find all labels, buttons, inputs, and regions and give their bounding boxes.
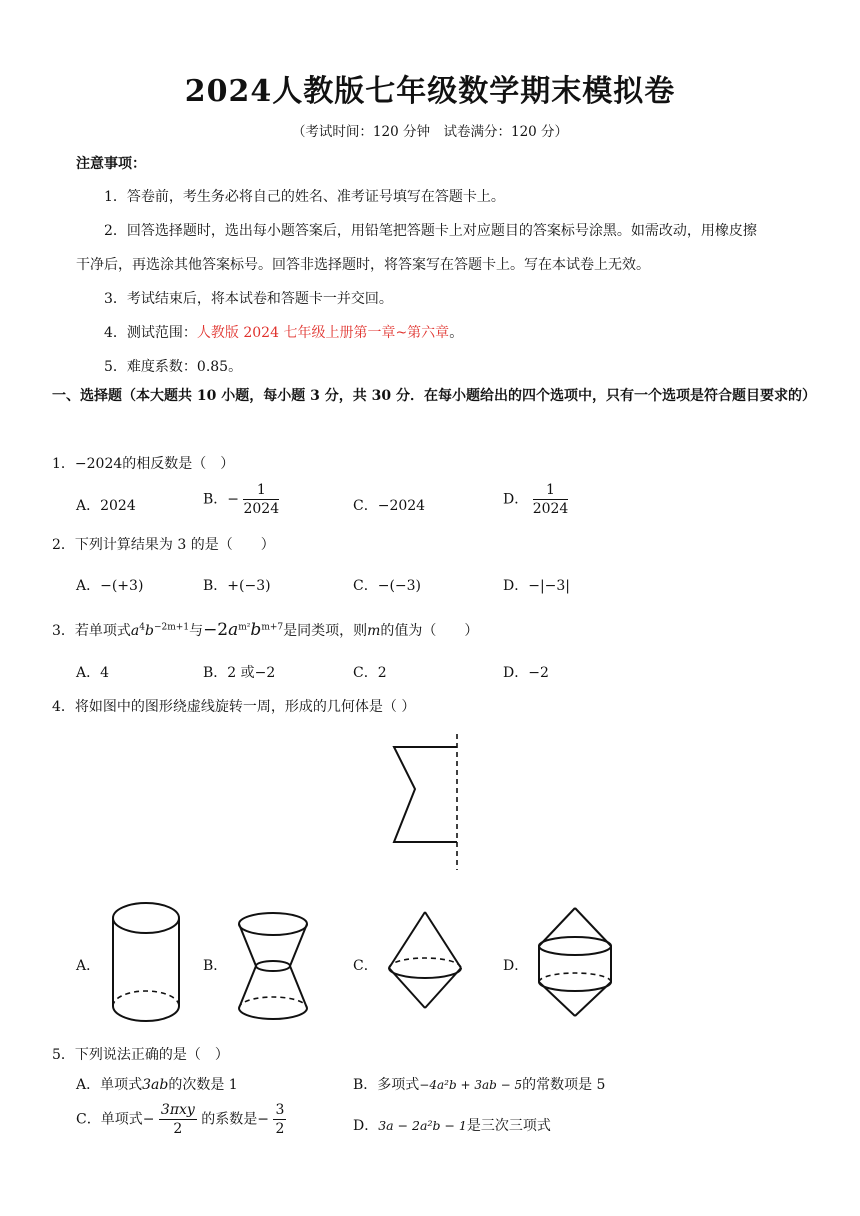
q3-option-c[interactable]: C．2 [353,665,387,681]
exam-title: 2024人教版七年级数学期末模拟卷 [184,74,676,109]
q5-d-expression: 3a − 2a²b − 1 [378,1118,467,1133]
q5-b-expression: −4a²b + 3ab − 5 [419,1078,523,1092]
notice-item-4 [104,323,463,343]
q1-b-denominator: 2024 [243,501,280,517]
q2-option-a[interactable]: A．−(+3) [76,578,144,594]
q1-d-denominator: 2024 [532,501,569,517]
q5-option-c[interactable] [76,1103,286,1136]
q5-b-prefix: B．多项式 [353,1077,420,1093]
q4-rotation-figure [380,732,480,872]
q4-option-a[interactable]: A． [76,958,101,974]
notice-item-5: 5．难度系数：0.85。 [104,359,243,375]
notice-heading: 注意事项： [76,156,146,172]
q5-stem: 5．下列说法正确的是（ ） [52,1047,229,1063]
cone-cylinder-cone-icon[interactable] [536,904,616,1020]
q4-option-c[interactable]: C． [353,958,378,974]
q2-option-c[interactable]: C．−(−3) [353,578,422,594]
q1-b-fraction [243,483,279,516]
q3-mono2-b: b [250,620,262,640]
q3-stem-prefix: 3．若单项式 [52,623,131,639]
notice-item-2-line-1: 2．回答选择题时，选出每小题答案后，用铅笔把答题卡上对应题目的答案标号涂黑。如需改动，用橡皮擦 [104,223,757,239]
q3-option-b[interactable]: B．2 或−2 [203,665,276,681]
q5-d-prefix: D． [353,1118,379,1134]
q1-b-sign: − [227,491,240,508]
q3-option-a[interactable]: A．4 [76,665,110,681]
q3-mono1-a-exp: 4 [139,622,146,633]
q1-option-d[interactable] [503,483,568,516]
q1-d-label: D． [503,491,529,508]
q1-option-a[interactable]: A．2024 [76,498,136,514]
q1-d-fraction [533,483,569,516]
section-1-heading: 一、选择题（本大题共 10 小题，每小题 3 分，共 30 分．在每小题给出的四个选项中，只有一个选项是符合题目要求的） [52,388,816,404]
q3-mono1-b: b [145,623,154,639]
q3-mono2-a-exp: m² [238,622,251,633]
q3-mono2-a: a [228,620,239,640]
q3-mono2-b-exp: m+7 [261,622,284,633]
q5-c-fraction-2 [273,1103,286,1136]
q3-stem-mid: 与 [189,623,204,639]
test-scope: 人教版 2024 七年级上册第一章~第六章 [196,325,450,341]
q5-c-numerator-2: 3 [275,1102,285,1118]
q5-c-denominator-2: 2 [275,1121,285,1137]
q1-d-numerator: 1 [533,483,569,500]
q5-c-sign-2: − [257,1111,270,1128]
double-cone-icon[interactable] [386,908,466,1014]
q3-stem-suffix-2: 的值为（ ） [380,623,479,639]
q4-option-d[interactable]: D． [503,958,529,974]
double-frustum-icon[interactable] [236,910,316,1020]
notice-item-2-line-2: 干净后，再选涂其他答案标号。回答非选择题时，将答案写在答题卡上。写在本试卷上无效。 [76,257,650,273]
q3-option-d[interactable]: D．−2 [503,665,549,681]
q3-stem-suffix-1: 是同类项，则 [283,623,368,639]
q1-option-b[interactable] [203,483,279,516]
q5-c-sign: − [142,1111,155,1128]
cylinder-icon[interactable] [106,898,186,1028]
q5-c-denominator: 2 [173,1121,183,1137]
q3-mono1-a: a [130,623,140,639]
q1-option-c[interactable]: C．−2024 [353,498,426,514]
q3-stem [52,620,478,640]
q5-c-fraction [159,1103,197,1136]
notice-item-3: 3．考试结束后，将本试卷和答题卡一并交回。 [104,291,393,307]
q2-stem: 2．下列计算结果为 3 的是（ ） [52,537,275,553]
q4-stem: 4．将如图中的图形绕虚线旋转一周，形成的几何体是（ ） [52,699,416,715]
q5-a-expression: 3ab [142,1077,169,1093]
q5-a-prefix: A．单项式 [76,1077,143,1093]
q5-b-suffix: 的常数项是 5 [522,1077,606,1093]
exam-subtitle: （考试时间：120 分钟 试卷满分：120 分） [291,124,569,140]
q2-option-b[interactable]: B．+(−3) [203,578,271,594]
q1-b-numerator: 1 [243,483,279,500]
q3-variable: m [367,623,381,639]
q5-a-suffix: 的次数是 1 [168,1077,238,1093]
q2-option-d[interactable]: D．−|−3| [503,578,571,594]
q5-c-numerator: 3πxy [160,1102,195,1118]
q5-d-suffix: 是三次三项式 [466,1118,551,1134]
notice-item-1: 1．答卷前，考生务必将自己的姓名、准考证号填写在答题卡上。 [104,189,505,205]
q4-option-b[interactable]: B． [203,958,228,974]
q5-c-mid: 的系数是 [201,1111,258,1128]
notice-item-4-prefix: 4．测试范围： [104,325,197,341]
q5-option-b[interactable] [353,1074,605,1094]
q1-stem: 1．−2024的相反数是（ ） [52,456,235,472]
q5-option-d[interactable] [353,1115,551,1135]
q5-c-prefix: C．单项式 [76,1111,143,1128]
q5-option-a[interactable] [76,1074,238,1094]
q3-mono1-b-exp: −2m+1 [153,622,190,633]
q1-b-label: B． [203,491,228,508]
q3-mono2-coef: −2 [203,620,229,640]
notice-item-4-suffix: 。 [449,325,464,341]
